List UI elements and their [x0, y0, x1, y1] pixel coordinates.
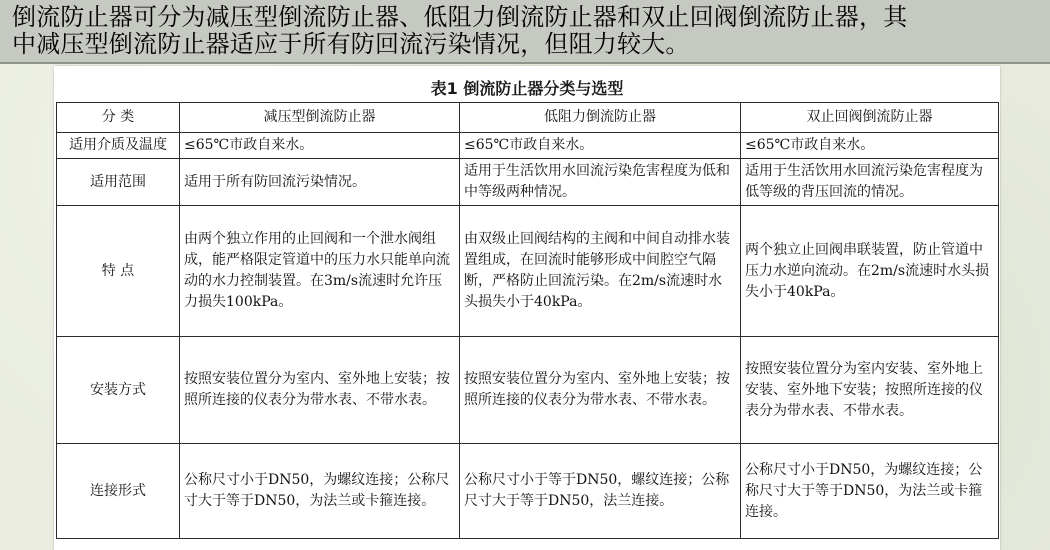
table-cell: 按照安装位置分为室内、室外地上安装；按照所连接的仪表分为带水表、不带水表。 [460, 337, 741, 444]
row-label-installation: 安装方式 [57, 337, 180, 444]
header-reduced-pressure: 减压型倒流防止器 [180, 103, 460, 133]
header-low-resistance: 低阻力倒流防止器 [460, 103, 741, 133]
table-cell: 公称尺寸小于DN50，为螺纹连接；公称尺寸大于等于DN50，为法兰或卡箍连接。 [180, 444, 460, 539]
table-cell: 适用于生活饮用水回流污染危害程度为低等级的背压回流的情况。 [741, 159, 999, 206]
row-label-features: 特 点 [57, 206, 180, 337]
header-category: 分 类 [57, 103, 180, 133]
table-cell: 按照安装位置分为室内安装、室外地上安装、室外地下安装；按照所连接的仪表分为带水表、不带水表。 [741, 337, 999, 444]
document-image [54, 66, 1000, 550]
table-cell: 两个独立止回阀串联装置，防止管道中压力水逆向流动。在2m/s流速时水头损失小于40kPa。 [741, 206, 999, 337]
table-header-row [57, 103, 999, 133]
table-row [57, 337, 999, 444]
table-row [57, 206, 999, 337]
table-cell: 由双级止回阀结构的主阀和中间自动排水装置组成，在回流时能够形成中间腔空气隔断，严格防止回流污染。在2m/s流速时水头损失小于40kPa。 [460, 206, 741, 337]
banner-line-2: 中减压型倒流防止器适应于所有防回流污染情况，但阻力较大。 [12, 30, 690, 58]
table-row [57, 133, 999, 159]
table-cell: 按照安装位置分为室内、室外地上安装；按照所连接的仪表分为带水表、不带水表。 [180, 337, 460, 444]
table-cell: 适用于所有防回流污染情况。 [180, 159, 460, 206]
header-banner [0, 0, 1050, 64]
banner-line-1: 倒流防止器可分为减压型倒流防止器、低阻力倒流防止器和双止回阀倒流防止器，其 [12, 3, 908, 31]
classification-table [56, 102, 999, 539]
table-row [57, 444, 999, 539]
table-row [57, 159, 999, 206]
table-title: 表1 倒流防止器分类与选型 [430, 79, 624, 98]
table-cell: ≤65℃市政自来水。 [741, 133, 999, 159]
table-cell: 由两个独立作用的止回阀和一个泄水阀组成，能严格限定管道中的压力水只能单向流动的水力控制装置。在3m/s流速时允许压力损失100kPa。 [180, 206, 460, 337]
row-label-medium: 适用介质及温度 [57, 133, 180, 159]
table-cell: ≤65℃市政自来水。 [460, 133, 741, 159]
table-cell: 公称尺寸小于DN50，为螺纹连接；公称尺寸大于等于DN50，为法兰或卡箍连接。 [741, 444, 999, 539]
row-label-connection: 连接形式 [57, 444, 180, 539]
header-double-check: 双止回阀倒流防止器 [741, 103, 999, 133]
row-label-scope: 适用范围 [57, 159, 180, 206]
table-cell: 公称尺寸小于等于DN50，螺纹连接；公称尺寸大于等于DN50，法兰连接。 [460, 444, 741, 539]
table-cell: 适用于生活饮用水回流污染危害程度为低和中等级两种情况。 [460, 159, 741, 206]
table-cell: ≤65℃市政自来水。 [180, 133, 460, 159]
